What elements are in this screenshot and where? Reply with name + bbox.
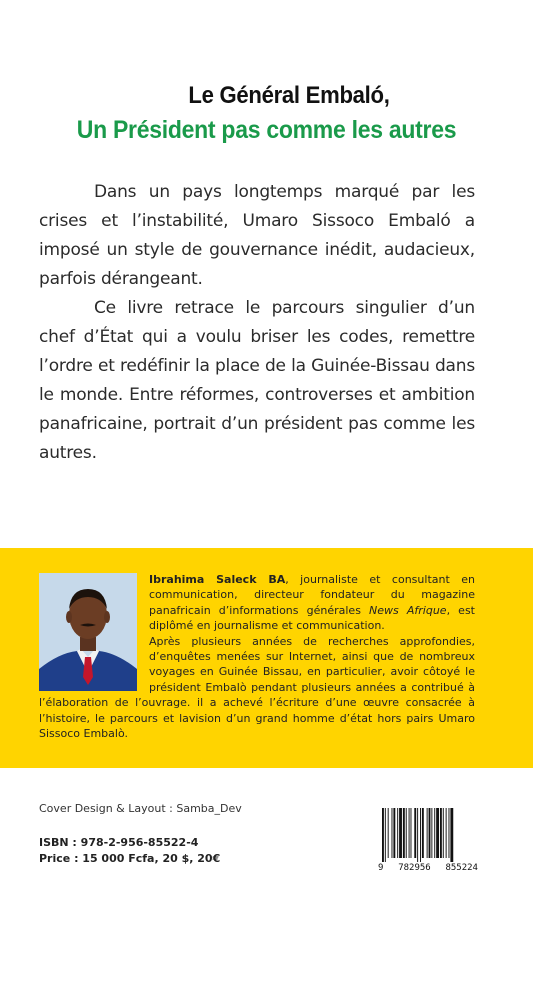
barcode-digits <box>378 863 478 873</box>
barcode-digits-right: 855224 <box>445 863 478 873</box>
book-title: Le Général Embaló, <box>188 82 390 109</box>
author-bio <box>39 572 475 741</box>
magazine-name: News Afrique <box>369 603 447 617</box>
title-block <box>0 82 533 145</box>
price: Price : 15 000 Fcfa, 20 $, 20€ <box>39 852 221 865</box>
barcode-digits-left: 782956 <box>398 863 431 873</box>
blurb-paragraph-1: Dans un pays longtemps marqué par les crises et l’instabilité, Umaro Sissoco Embaló a imposé un style de gouvernance inédit, audacieux, parfois dérangeant. <box>39 182 475 289</box>
barcode-digit-first: 9 <box>378 863 384 873</box>
book-subtitle: Un Président pas comme les autres <box>76 116 457 144</box>
author-name: Ibrahima Saleck BA <box>149 573 286 586</box>
cover-design-credit: Cover Design & Layout : Samba_Dev <box>39 802 242 815</box>
author-paragraph-1: Ibrahima Saleck BA, journaliste et consultant en communication, directeur fondateur du magazine panafricain d’informations générales News Afrique, est diplômé en journalisme et communication. <box>149 573 475 633</box>
back-cover-blurb <box>39 178 475 468</box>
author-paragraph-2: Après plusieurs années de recherches approfondies, d’enquêtes menées sur Internet, ainsi que de nombreux voyages en Guinée Bissau, en particulier, avoir côtoyé le président Embalò pendant plusieurs années a contribué à l’élaboration de l’ouvrage. il a achevé l’écriture d’une œuvre consacrée à l’histoire, le parcours et lavision d’un grand homme d’état hors pairs Umaro Sissoco Embalò. <box>39 634 475 741</box>
isbn: ISBN : 978-2-956-85522-4 <box>39 836 199 849</box>
blurb-paragraph-2: Ce livre retrace le parcours singulier d’un chef d’État qui a voulu briser les codes, remettre l’ordre et redéfinir la place de la Guinée-Bissau dans le monde. Entre réformes, controverses et ambition panafricaine, portrait d’un président pas comme les autres. <box>39 298 475 463</box>
barcode-icon <box>378 808 478 862</box>
barcode <box>378 808 478 870</box>
